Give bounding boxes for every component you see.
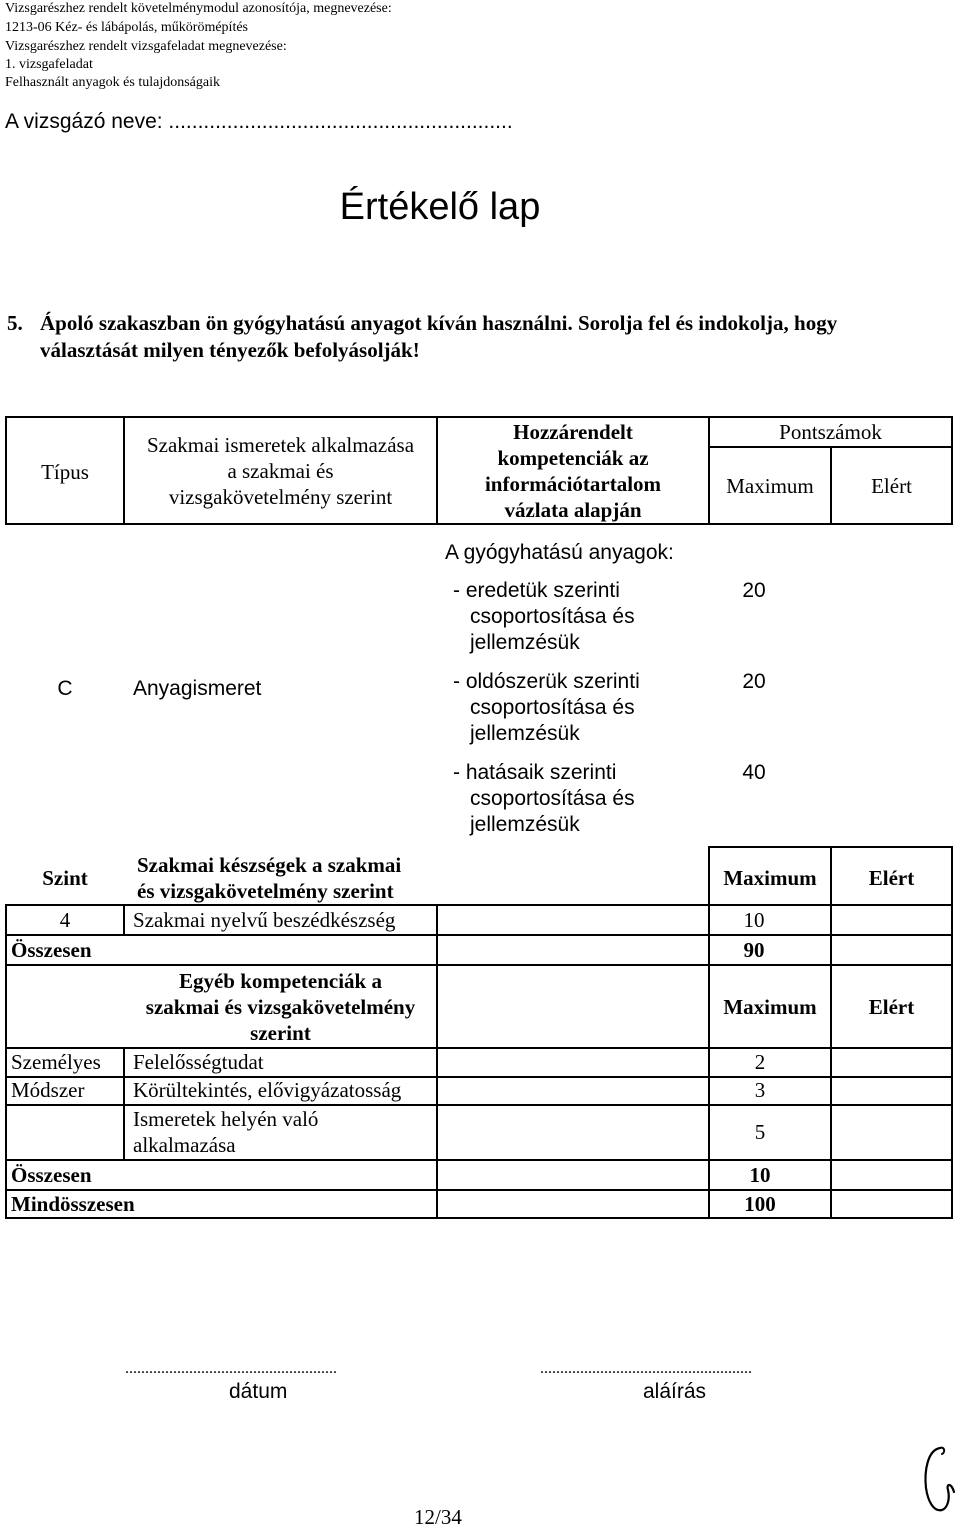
candidate-name-field: A vizsgázó neve: ........................................................... xyxy=(5,110,513,133)
other-title-line1: Egyéb kompetenciák a xyxy=(178,969,382,993)
other-row-1-type: Személyes xyxy=(11,1050,101,1074)
header-task-subject: Felhasznált anyagok és tulajdonságaik xyxy=(5,75,220,90)
header-task-name: 1. vizsgafeladat xyxy=(5,57,93,72)
col-knowledge-header: Szakmai ismeretek alkalmazása a szakmai és vizsgakövetelmény szerint xyxy=(146,433,415,509)
other-achieved-header: Elért xyxy=(868,995,915,1019)
other-row-3-name-line2: alkalmazása xyxy=(133,1133,236,1157)
page-title: Értékelő lap xyxy=(339,186,541,228)
col-maximum-header: Maximum xyxy=(726,474,814,498)
skills-maximum-header: Maximum xyxy=(723,866,817,890)
subtotal-2-max: 10 xyxy=(749,1163,771,1187)
skills-row-max: 10 xyxy=(743,908,765,932)
date-dots: ..................................................... xyxy=(125,1360,337,1377)
other-row-3-name-line1: Ismeretek helyén való xyxy=(133,1107,319,1131)
skills-title-line2: és vizsgakövetelmény szerint xyxy=(137,879,394,903)
header-task-label: Vizsgarészhez rendelt vizsgafeladat megnevezése: xyxy=(5,39,287,54)
criterion-1-line3: jellemzésük xyxy=(470,631,580,654)
other-row-2-type: Módszer xyxy=(11,1078,85,1102)
header-module-label: Vizsgarészhez rendelt követelménymodul azonosítója, megnevezése: xyxy=(5,1,392,16)
other-title-line2: szakmai és vizsgakövetelmény xyxy=(145,995,416,1019)
header-module-name: 1213-06 Kéz- és lábápolás, műkörömépítés xyxy=(5,20,248,35)
other-maximum-header: Maximum xyxy=(723,995,817,1019)
criterion-2-line3: jellemzésük xyxy=(470,722,580,745)
signature-label: aláírás xyxy=(643,1380,707,1403)
skills-row-name: Szakmai nyelvű beszédkészség xyxy=(133,908,396,932)
skills-row-level: 4 xyxy=(59,908,71,932)
criterion-2-line2: csoportosítása és xyxy=(470,696,635,719)
col-competencies-header: Hozzárendelt kompetenciák az információtartalom vázlata alapján xyxy=(484,420,662,522)
subtotal-1-max: 90 xyxy=(743,938,765,962)
task-text: Ápoló szakaszban ön gyógyhatású anyagot kíván használni. Sorolja fel és indokolja, hogy választását milyen tényezők befolyásolják! xyxy=(40,311,838,362)
page-number: 12/34 xyxy=(414,1505,462,1529)
other-row-2-name: Körültekintés, elővigyázatosság xyxy=(133,1078,402,1102)
date-label: dátum xyxy=(229,1380,288,1403)
skills-level-header: Szint xyxy=(42,866,88,890)
criterion-1-line2: csoportosítása és xyxy=(470,605,635,628)
criterion-3-line2: csoportosítása és xyxy=(470,787,635,810)
section-intro: A gyógyhatású anyagok: xyxy=(445,541,674,564)
grand-total-label: Mindösszesen xyxy=(11,1192,135,1216)
handwritten-initial-mark xyxy=(918,1440,958,1520)
criterion-2-line1: - oldószerük szerinti xyxy=(453,670,640,693)
other-row-1-name: Felelősségtudat xyxy=(133,1050,264,1074)
col-points-header: Pontszámok xyxy=(779,420,882,444)
criterion-1-max: 20 xyxy=(742,579,766,602)
criterion-1-line1: - eredetük szerinti xyxy=(453,579,620,602)
criterion-3-line3: jellemzésük xyxy=(470,813,580,836)
skills-title-line1: Szakmai készségek a szakmai xyxy=(137,853,402,877)
col-achieved-header: Elért xyxy=(871,474,912,498)
other-title-line3: szerint xyxy=(250,1021,311,1045)
subtotal-2-label: Összesen xyxy=(11,1163,92,1187)
criterion-3-line1: - hatásaik szerinti xyxy=(453,761,617,784)
section-type: C xyxy=(57,677,73,700)
other-row-1-max: 2 xyxy=(754,1050,766,1074)
task-number: 5. xyxy=(7,311,23,335)
subtotal-1-label: Összesen xyxy=(11,938,92,962)
signature-dots: ..................................................... xyxy=(540,1360,752,1377)
criterion-3-max: 40 xyxy=(742,761,766,784)
col-type-header: Típus xyxy=(41,460,89,484)
criterion-2-max: 20 xyxy=(742,670,766,693)
section-name: Anyagismeret xyxy=(133,677,262,700)
other-row-2-max: 3 xyxy=(754,1078,766,1102)
grand-total-max: 100 xyxy=(744,1192,776,1216)
skills-achieved-header: Elért xyxy=(868,866,915,890)
other-row-3-max: 5 xyxy=(754,1120,766,1144)
